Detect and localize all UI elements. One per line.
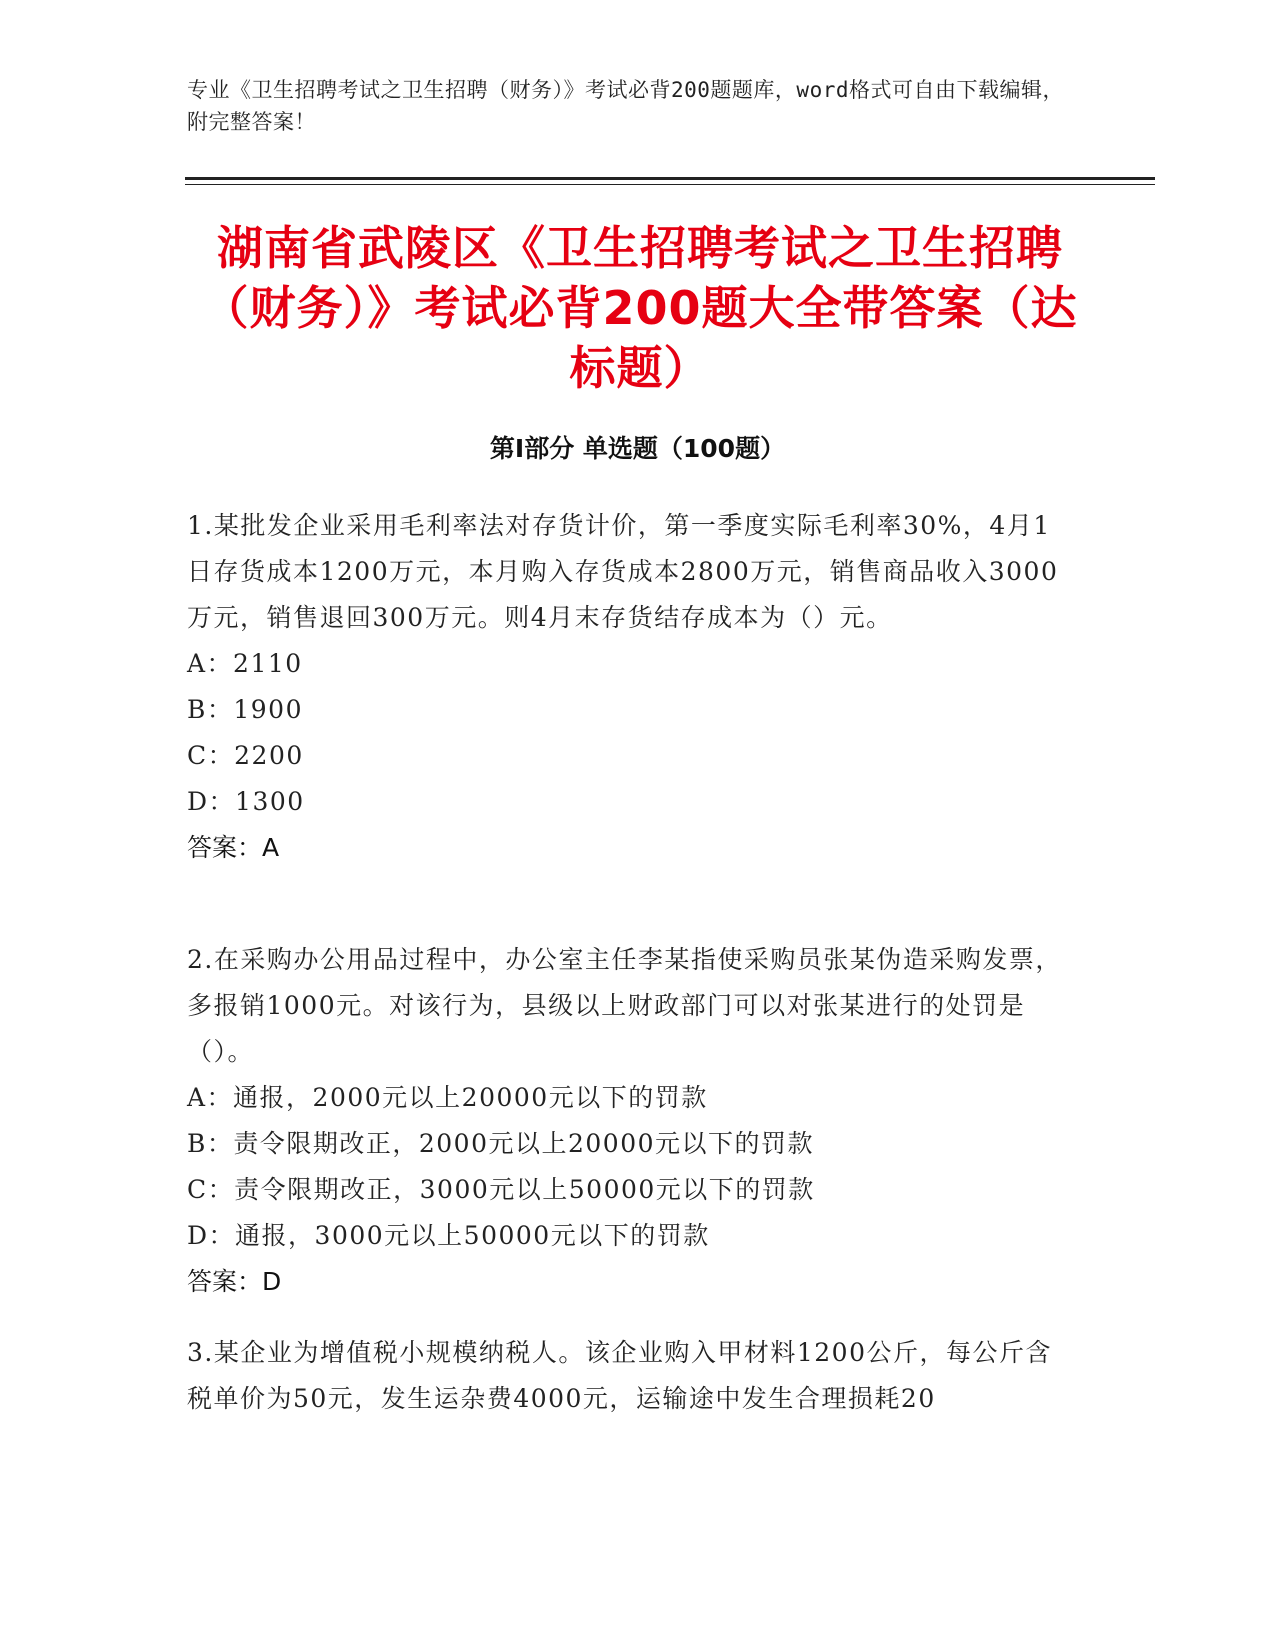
document-title: 湖南省武陵区《卫生招聘考试之卫生招聘（财务）》考试必背200题大全带答案（达标题） xyxy=(202,221,1078,395)
question-3 xyxy=(187,1330,1067,1422)
option-d: D：通报，3000元以上50000元以下的罚款 xyxy=(187,1221,710,1250)
option-d: D：1300 xyxy=(187,787,305,816)
option-c: C：责令限期改正，3000元以上50000元以下的罚款 xyxy=(187,1175,815,1204)
answer: 答案：D xyxy=(187,1267,282,1296)
answer: 答案：A xyxy=(187,833,280,862)
header-divider-thin xyxy=(185,184,1155,185)
question-2 xyxy=(187,937,1067,1305)
option-b: B：责令限期改正，2000元以上20000元以下的罚款 xyxy=(187,1129,815,1158)
question-text: 1.某批发企业采用毛利率法对存货计价，第一季度实际毛利率30%，4月1日存货成本1200万元，本月购入存货成本2800万元，销售商品收入3000万元，销售退回300万元。则4月末存货结存成本为（）元。 xyxy=(187,511,1059,632)
option-a: A：2110 xyxy=(187,649,303,678)
header-divider-thick xyxy=(185,177,1155,180)
question-text: 2.在采购办公用品过程中，办公室主任李某指使采购员张某伪造采购发票，多报销1000元。对该行为，县级以上财政部门可以对张某进行的处罚是（）。 xyxy=(187,945,1062,1066)
option-a: A：通报，2000元以上20000元以下的罚款 xyxy=(187,1083,708,1112)
question-text: 3.某企业为增值税小规模纳税人。该企业购入甲材料1200公斤，每公斤含税单价为50元，发生运杂费4000元，运输途中发生合理损耗20 xyxy=(187,1338,1052,1413)
option-b: B：1900 xyxy=(187,695,303,724)
header-note: 专业《卫生招聘考试之卫生招聘（财务）》考试必背200题题库，word格式可自由下载编辑，附完整答案！ xyxy=(187,78,1064,134)
section-heading: 第I部分 单选题（100题） xyxy=(489,434,786,463)
question-1 xyxy=(187,503,1067,871)
option-c: C：2200 xyxy=(187,741,304,770)
